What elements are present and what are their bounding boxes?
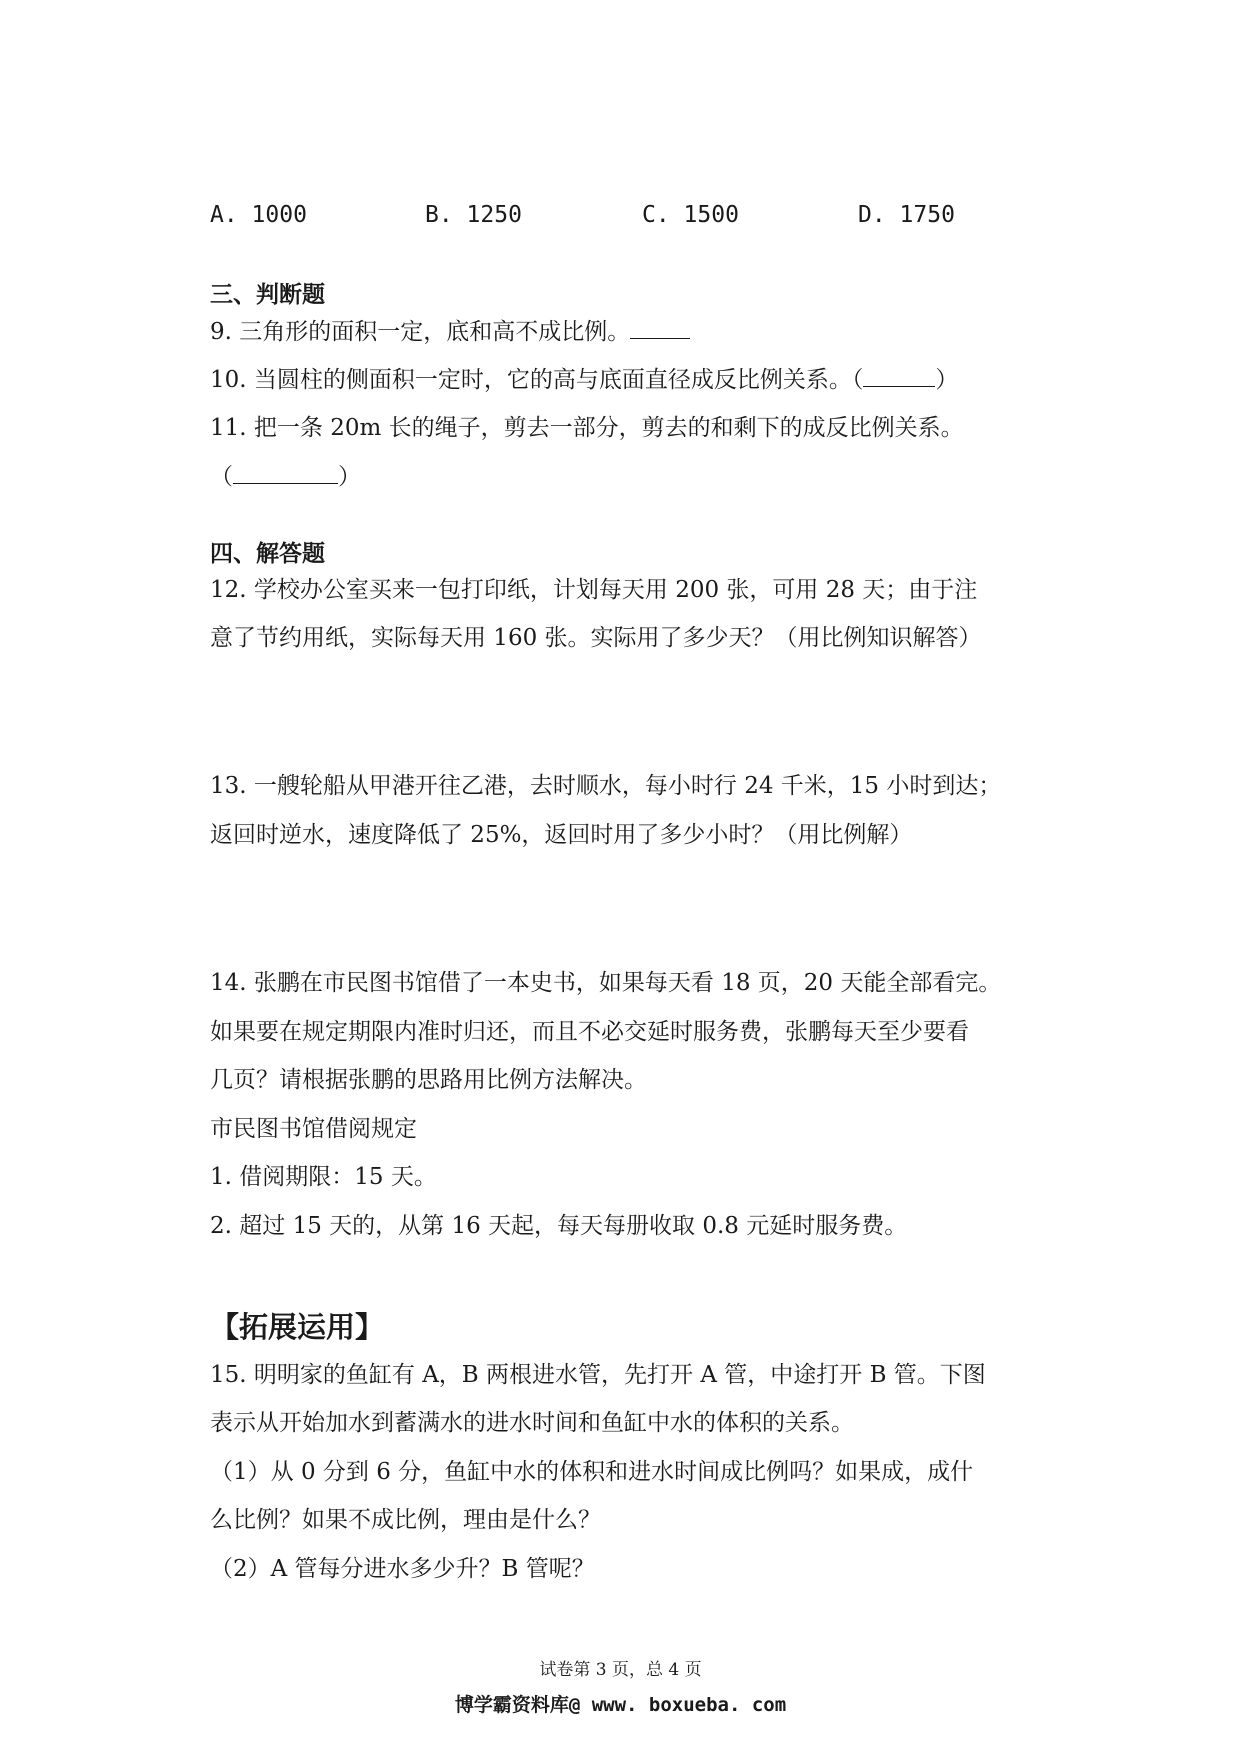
question-15-line1: 15. 明明家的鱼缸有 A，B 两根进水管，先打开 A 管，中途打开 B 管。下图 bbox=[210, 1362, 986, 1388]
section4-title: 四、解答题 bbox=[210, 541, 325, 567]
page-number: 试卷第 3 页，总 4 页 bbox=[539, 1660, 702, 1680]
extension-title: 【拓展运用】 bbox=[210, 1310, 385, 1344]
question-14-line1: 14. 张鹏在市民图书馆借了一本史书，如果每天看 18 页，20 天能全部看完。 bbox=[210, 970, 1002, 996]
watermark-footer: 博学霸资料库@ www. boxueba. com bbox=[454, 1694, 787, 1716]
question-11-answer bbox=[210, 461, 361, 492]
choice-c: C. 1500 bbox=[642, 202, 739, 228]
question-9-text: 9. 三角形的面积一定，底和高不成比例。 bbox=[210, 319, 631, 345]
choice-a: A. 1000 bbox=[210, 202, 307, 228]
answer-blank-11[interactable] bbox=[233, 461, 338, 484]
answer-blank-10[interactable] bbox=[863, 364, 935, 387]
choice-d: D. 1750 bbox=[858, 202, 955, 228]
question-12-line2: 意了节约用纸，实际每天用 160 张。实际用了多少天？（用比例知识解答） bbox=[210, 625, 982, 651]
question-14-line3: 几页？请根据张鹏的思路用比例方法解决。 bbox=[210, 1067, 647, 1093]
question-11: 11. 把一条 20m 长的绳子，剪去一部分，剪去的和剩下的成反比例关系。 bbox=[210, 415, 964, 441]
library-rule-2: 2. 超过 15 天的，从第 16 天起，每天每册收取 0.8 元延时服务费。 bbox=[210, 1213, 908, 1239]
question-15-sub1-line2: 么比例？如果不成比例，理由是什么？ bbox=[210, 1507, 601, 1533]
choice-b: B. 1250 bbox=[425, 202, 522, 228]
library-rule-1: 1. 借阅期限：15 天。 bbox=[210, 1164, 437, 1190]
question-12-line1: 12. 学校办公室买来一包打印纸，计划每天用 200 张，可用 28 天；由于注 bbox=[210, 577, 978, 603]
question-11-open: （ bbox=[210, 464, 233, 490]
question-10 bbox=[210, 364, 958, 395]
question-15-sub1-line1: （1）从 0 分到 6 分，鱼缸中水的体积和进水时间成比例吗？如果成，成什 bbox=[210, 1459, 974, 1485]
answer-blank-9[interactable] bbox=[630, 316, 690, 339]
question-10-close: ） bbox=[935, 367, 959, 393]
question-13-line2: 返回时逆水，速度降低了 25%，返回时用了多少小时？（用比例解） bbox=[210, 822, 913, 848]
question-14-line2: 如果要在规定期限内准时归还，而且不必交延时服务费，张鹏每天至少要看 bbox=[210, 1019, 969, 1045]
section3-title: 三、判断题 bbox=[210, 282, 325, 308]
question-11-close: ） bbox=[338, 464, 361, 490]
question-10-text: 10. 当圆柱的侧面积一定时，它的高与底面直径成反比例关系。（ bbox=[210, 367, 864, 393]
question-15-sub2: （2）A 管每分进水多少升？B 管呢？ bbox=[210, 1556, 595, 1582]
library-rule-title: 市民图书馆借阅规定 bbox=[210, 1116, 417, 1142]
question-15-line2: 表示从开始加水到蓄满水的进水时间和鱼缸中水的体积的关系。 bbox=[210, 1410, 854, 1436]
question-13-line1: 13. 一艘轮船从甲港开往乙港，去时顺水，每小时行 24 千米，15 小时到达； bbox=[210, 773, 1002, 799]
question-9 bbox=[210, 316, 690, 347]
